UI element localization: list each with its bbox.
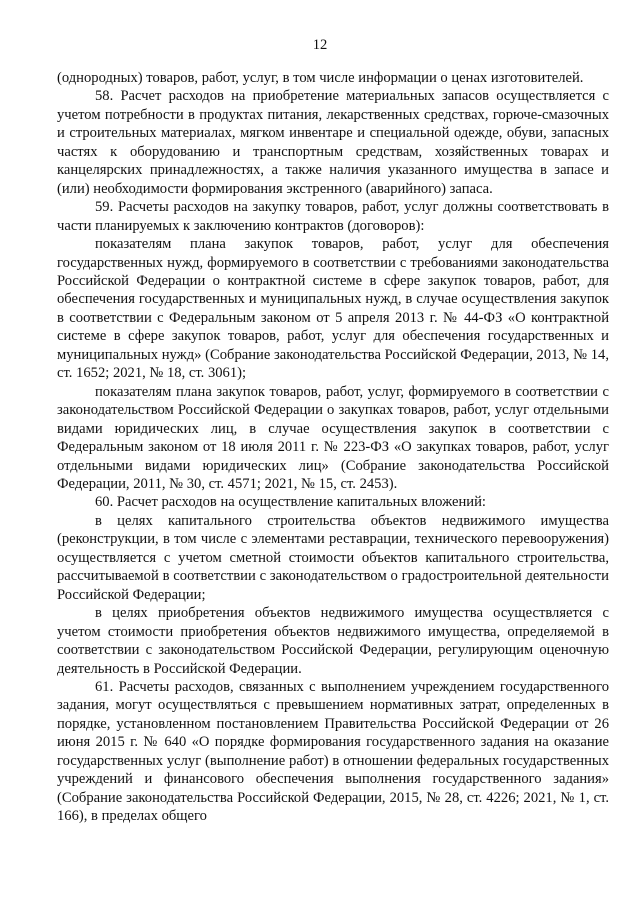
page-number: 12 (312, 37, 328, 53)
paragraph-59: 59. Расчеты расходов на закупку товаров, работ, услуг должны соответствовать в части планируемых к заключению контрактов (договоров): (57, 199, 609, 234)
paragraph-61: 61. Расчеты расходов, связанных с выполнением учреждением государственного задания, могут осуществляться с превышением нормативных затрат, определенных в порядке, установленном постановлением Правительства Российской Федерации от 26 июня 2015 г. № 640 «О порядке формирования государственного задания на оказание государственных услуг (выполнение работ) в отношении федеральных государственных учреждений и финансового обеспечения выполнения государственного задания» (Собрание законодательства Российской Федерации, 2015, № 28, ст. 4226; 2021, № 1, ст. 166), в пределах общего (57, 678, 609, 825)
paragraph-60-item-1: в целях капитального строительства объектов недвижимого имущества (реконструкции, в том числе с элементами реставрации, технического перевооружения) осуществляется с учетом сметной стоимости объектов капитального строительства, рассчитываемой в соответствии с законодательством о градостроительной деятельности Российской Федерации; (57, 512, 609, 603)
paragraph-60-item-2: в целях приобретения объектов недвижимого имущества осуществляется с учетом стоимости приобретения объектов недвижимого имущества, определяемой в соответствии с законодательством Российской Федерации, регулирующим оценочную деятельность в Российской Федерации. (57, 605, 609, 677)
paragraph-60: 60. Расчет расходов на осуществление капитальных вложений: (95, 494, 486, 511)
paragraph-58: 58. Расчет расходов на приобретение материальных запасов осуществляется с учетом потребности в продуктах питания, лекарственных средствах, горюче-смазочных и строительных материалах, мягком инвентаре и специальной одежде, обуви, запасных частях к оборудованию и транспортным средствам, хозяйственных товарах и канцелярских принадлежностях, а также наличия указанного имущества в запасе и (или) необходимости формирования экстренного (аварийного) запаса. (57, 88, 609, 197)
paragraph-continuation: (однородных) товаров, работ, услуг, в том числе информации о ценах изготовителей. (57, 70, 584, 86)
document-body (57, 69, 609, 826)
paragraph-59-item-2: показателям плана закупок товаров, работ, услуг, формируемого в соответствии с законодательством Российской Федерации о закупках товаров, работ, услуг отдельными видами юридических лиц, в случае осуществления закупок в соответствии с Федеральным законом от 18 июля 2011 г. № 223-ФЗ «О закупках товаров, работ, услуг отдельными видами юридических лиц» (Собрание законодательства Российской Федерации, 2011, № 30, ст. 4571; 2021, № 15, ст. 2453). (57, 383, 609, 492)
paragraph-59-item-1: показателям плана закупок товаров, работ, услуг для обеспечения государственных нужд, формируемого в соответствии с требованиями законодательства Российской Федерации о контрактной системе в сфере закупок товаров, работ, для обеспечения государственных и муниципальных нужд, в случае осуществления закупок в соответствии с Федеральным законом от 5 апреля 2013 г. № 44-ФЗ «О контрактной системе в сфере закупок товаров, работ, услуг для обеспечения государственных и муниципальных нужд» (Собрание законодательства Российской Федерации, 2013, № 14, ст. 1652; 2021, № 18, ст. 3061); (57, 236, 609, 382)
